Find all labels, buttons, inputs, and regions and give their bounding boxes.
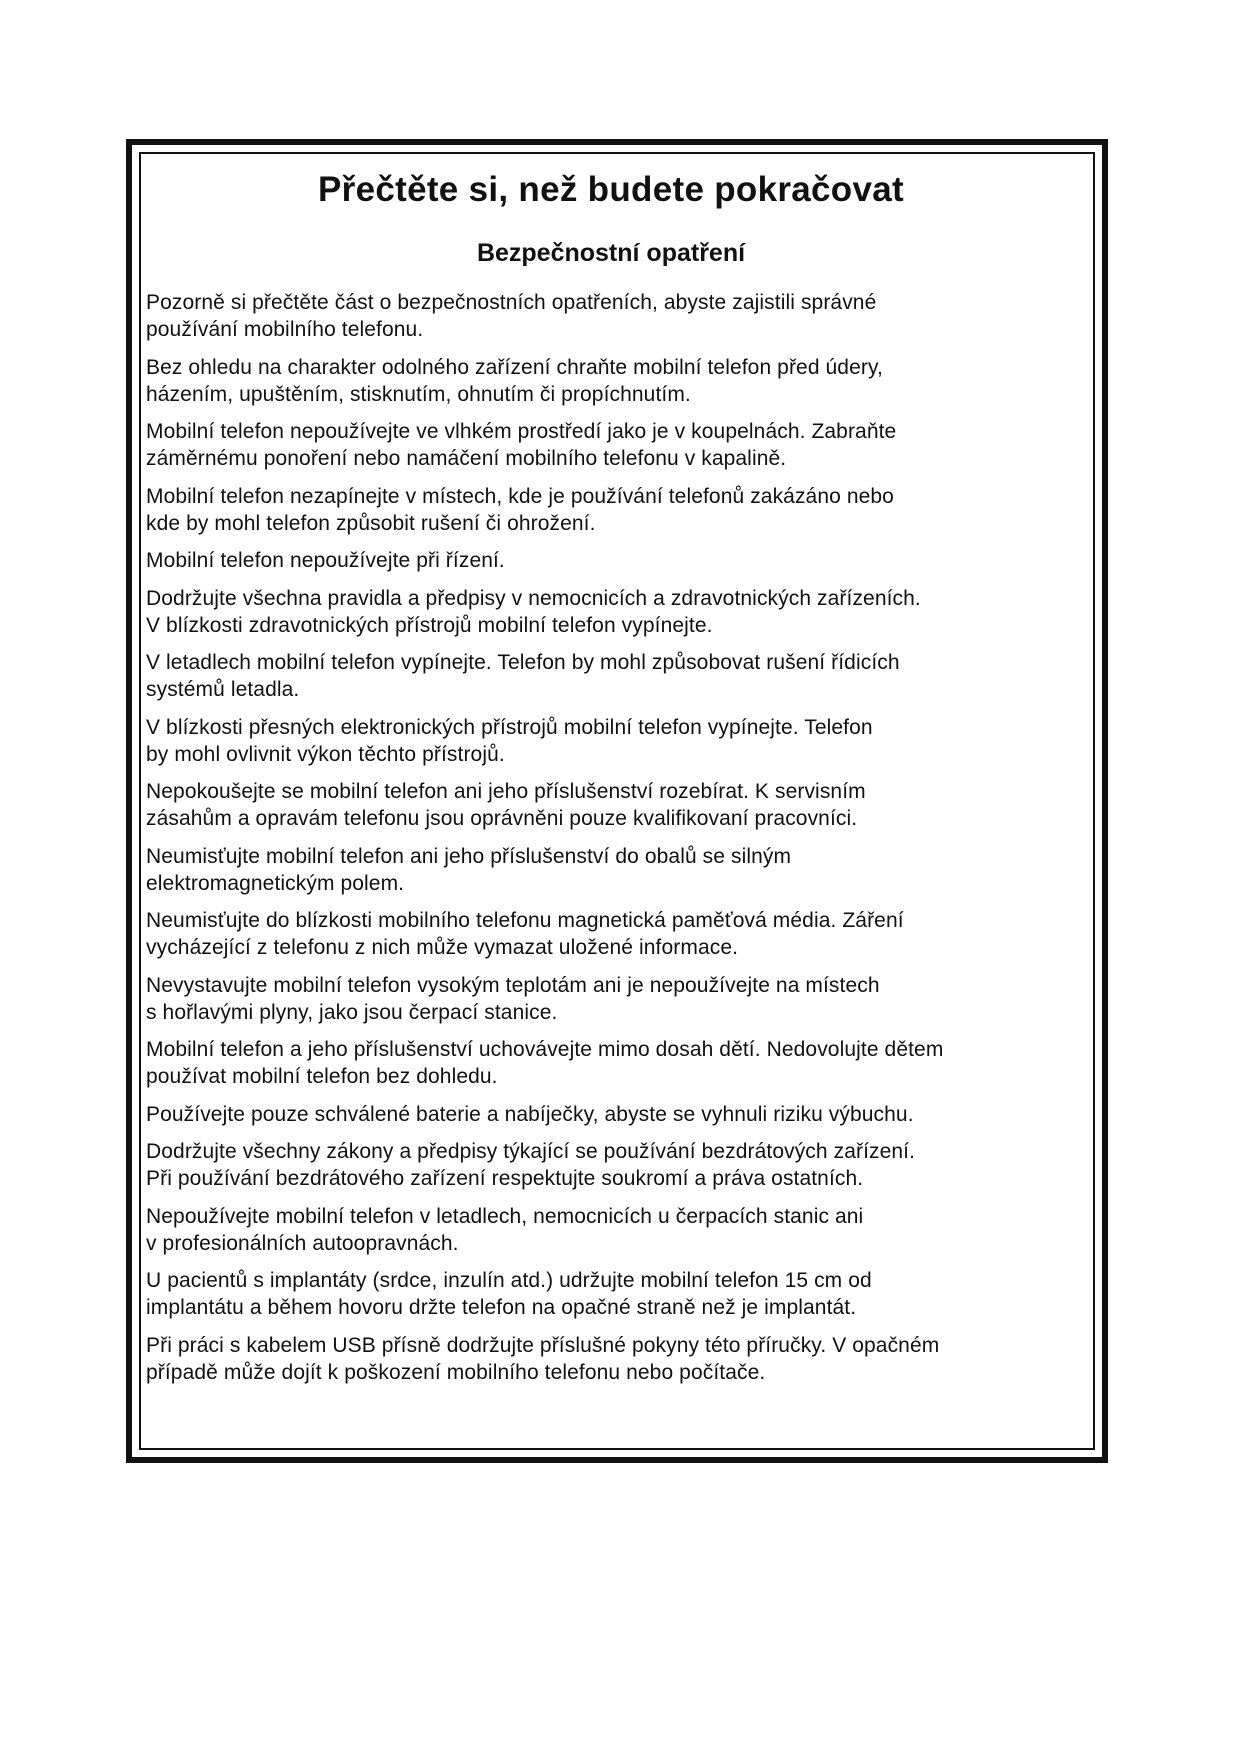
paragraph: Bez ohledu na charakter odolného zařízení chraňte mobilní telefon před údery, házením, upuštěním, stisknutím, ohnutím či propíchnutím. <box>146 355 883 406</box>
paragraph: Používejte pouze schválené baterie a nabíječky, abyste se vyhnuli riziku výbuchu. <box>146 1102 914 1126</box>
paragraph: Neumisťujte mobilní telefon ani jeho příslušenství do obalů se silným elektromagnetickým polem. <box>146 844 792 895</box>
paragraph: Dodržujte všechna pravidla a předpisy v nemocnicích a zdravotnických zařízeních. V blízkosti zdravotnických přístrojů mobilní telefon vypínejte. <box>146 586 921 637</box>
paragraph: Dodržujte všechny zákony a předpisy týkající se používání bezdrátových zařízení. Při používání bezdrátového zařízení respektujte soukromí a práva ostatních. <box>146 1140 916 1190</box>
section-heading: Bezpečnostní opatření <box>476 239 746 267</box>
paragraph: U pacientů s implantáty (srdce, inzulín atd.) udržujte mobilní telefon 15 cm od implantátu a během hovoru držte telefon na opačné straně než je implantát. <box>146 1269 872 1319</box>
paragraph: Nepoužívejte mobilní telefon v letadlech, nemocnicích u čerpacích stanic ani v profesionálních autoopravnách. <box>146 1204 864 1255</box>
page-title: Přečtěte si, než budete pokračovat <box>318 170 904 209</box>
paragraph: V letadlech mobilní telefon vypínejte. Telefon by mohl způsobovat rušení řídicích systémů letadla. <box>146 651 900 701</box>
paragraph: V blízkosti přesných elektronických přístrojů mobilní telefon vypínejte. Telefon by mohl ovlivnit výkon těchto přístrojů. <box>146 715 873 766</box>
paragraph: Mobilní telefon nepoužívejte ve vlhkém prostředí jako je v koupelnách. Zabraňte záměrnému ponoření nebo namáčení mobilního telefonu v kapalině. <box>146 420 897 470</box>
paragraph: Mobilní telefon nepoužívejte při řízení. <box>146 549 505 572</box>
paragraph: Neumisťujte do blízkosti mobilního telefonu magnetická paměťová média. Záření vycházející z telefonu z nich může vymazat uložené informace. <box>146 909 904 959</box>
paragraph-list <box>146 289 1096 1386</box>
paragraph: Nepokoušejte se mobilní telefon ani jeho příslušenství rozebírat. K servisním zásahům a opravám telefonu jsou oprávněni pouze kvalifikovaní pracovníci. <box>146 780 866 830</box>
paragraph: Nevystavujte mobilní telefon vysokým teplotám ani je nepoužívejte na místech s hořlavými plyny, jako jsou čerpací stanice. <box>146 973 880 1024</box>
paragraph: Při práci s kabelem USB přísně dodržujte příslušné pokyny této příručky. V opačném případě může dojít k poškození mobilního telefonu nebo počítače. <box>146 1333 940 1384</box>
paragraph: Mobilní telefon a jeho příslušenství uchovávejte mimo dosah dětí. Nedovolujte dětem používat mobilní telefon bez dohledu. <box>146 1038 944 1088</box>
paragraph: Pozorně si přečtěte část o bezpečnostních opatřeních, abyste zajistili správné používání mobilního telefonu. <box>146 291 877 341</box>
safety-notice <box>146 168 1096 1396</box>
paragraph: Mobilní telefon nezapínejte v místech, kde je používání telefonů zakázáno nebo kde by mohl telefon způsobit rušení či ohrožení. <box>146 484 894 535</box>
